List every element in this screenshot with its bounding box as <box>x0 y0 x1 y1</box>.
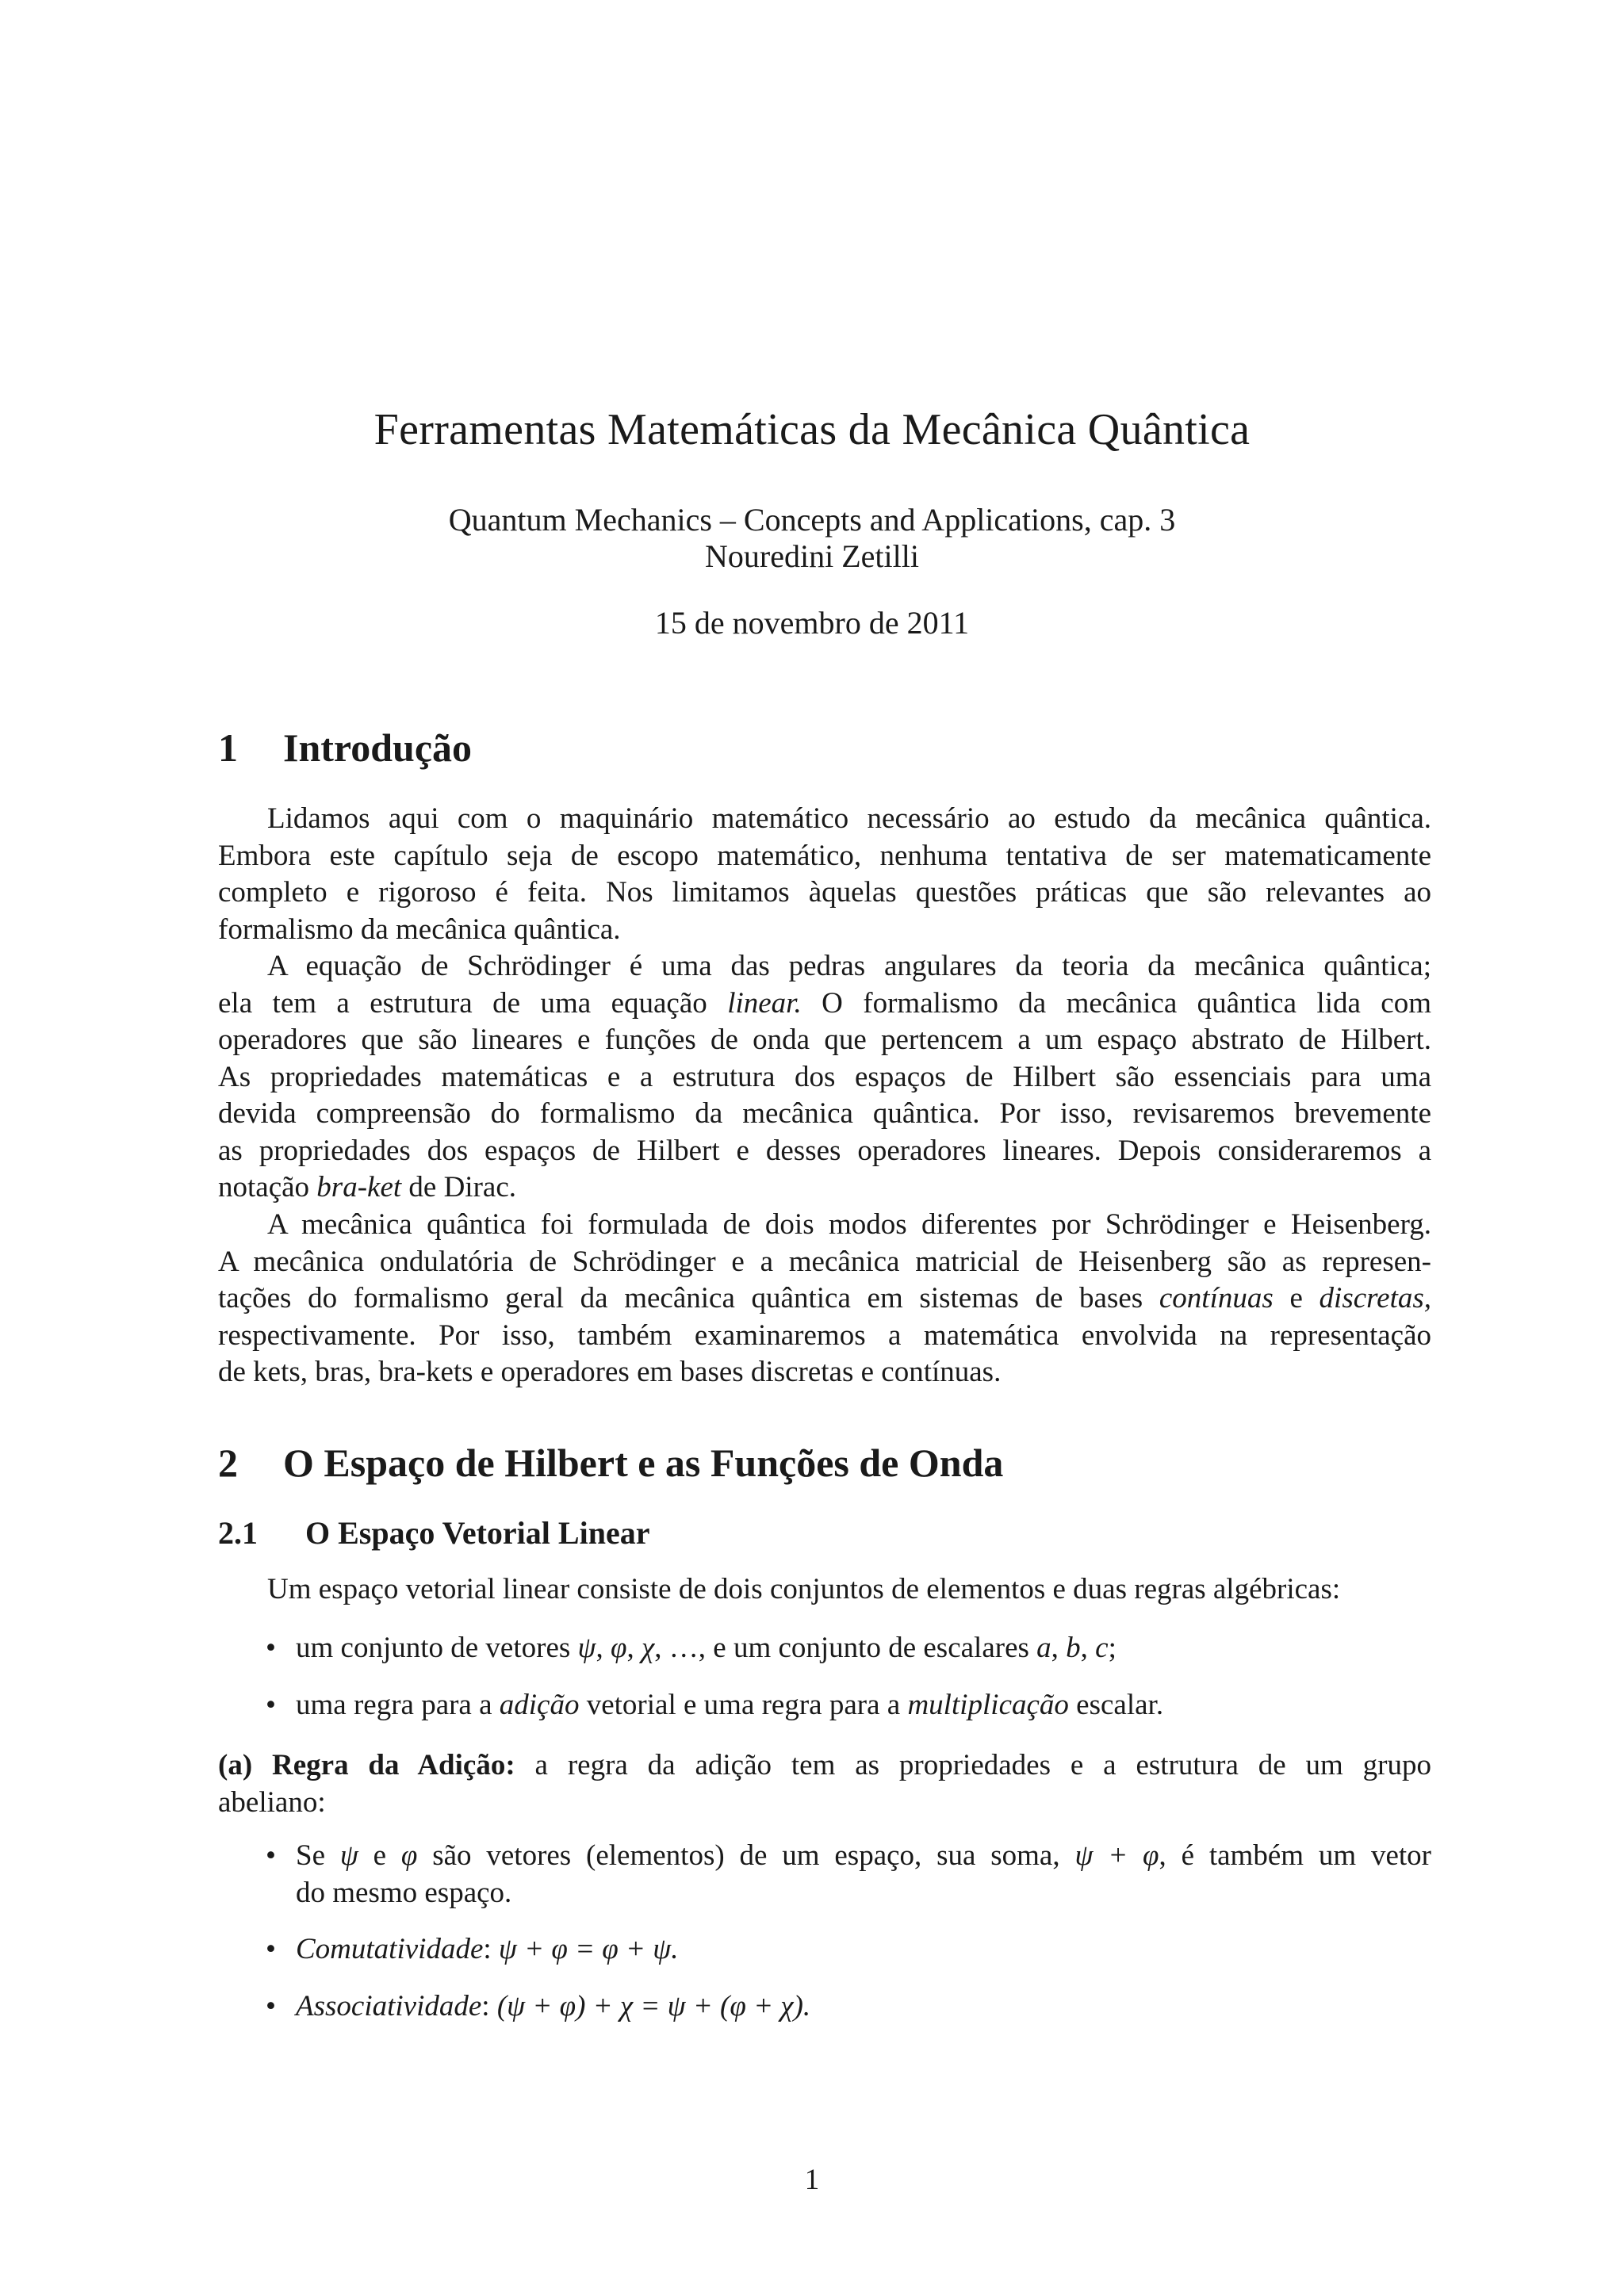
emphasis-bra-ket: bra-ket <box>316 1171 402 1203</box>
section-number: 1 <box>218 725 238 770</box>
emphasis-associatividade: Associatividade <box>296 1990 482 2022</box>
text-segment: ela tem a estrutura de uma equação <box>218 986 707 1020</box>
text-line <box>218 1280 1431 1318</box>
text-segment: O formalismo da mecânica quântica lida com <box>822 986 1432 1020</box>
math-phi: φ <box>1143 1839 1159 1872</box>
math-c: c <box>1095 1632 1109 1664</box>
text-segment: um conjunto de vetores <box>296 1632 571 1664</box>
bullet-dot-icon: • <box>266 1990 276 2022</box>
intro-paragraph-2 <box>218 948 1431 1207</box>
subsection-2-1-heading <box>218 1514 649 1552</box>
emphasis-adicao: adição <box>499 1689 580 1721</box>
text-segment: e <box>373 1839 387 1872</box>
intro-paragraph-3 <box>218 1207 1431 1391</box>
bullet-associativity <box>266 1988 1431 2026</box>
page-number: 1 <box>804 2164 820 2196</box>
text-line: formalismo da mecânica quântica. <box>218 913 621 946</box>
bullet-text <box>296 1838 1431 1911</box>
text-line <box>218 1747 1431 1785</box>
text-line: devida compreensão do formalismo da mecânica quântica. Por isso, revisaremos brevemente <box>218 1097 1431 1130</box>
math-psi: ψ <box>577 1632 596 1664</box>
source-reference: Quantum Mechanics – Concepts and Applications, cap. 3 <box>448 502 1176 538</box>
text-line: Se ψ e φ são vetores (elementos) de um espaço, sua soma, ψ + φ, é também um vetor <box>296 1839 1431 1872</box>
addition-rule-paragraph <box>218 1747 1431 1821</box>
text-segment: de Dirac. <box>408 1171 516 1203</box>
math-phi: φ <box>611 1632 627 1664</box>
text-segment: e um conjunto de escalares <box>713 1632 1029 1664</box>
math-b: b <box>1066 1632 1081 1664</box>
text-line: completo e rigoroso é feita. Nos limitamos àquelas questões práticas que são relevantes ao <box>218 876 1431 909</box>
text-line: Comutatividade: ψ + φ = φ + ψ. <box>296 1933 679 1965</box>
section-2-heading <box>218 1440 1003 1486</box>
text-segment: tações do formalismo geral da mecânica quântica em sistemas de bases <box>218 1282 1143 1314</box>
math-chi: χ <box>642 1632 655 1664</box>
math-a: a <box>1036 1632 1051 1664</box>
text-line: respectivamente. Por isso, também examinaremos a matemática envolvida na representação <box>218 1318 1431 1352</box>
bullet-rules <box>266 1687 1431 1724</box>
text-line: do mesmo espaço. <box>296 1876 512 1909</box>
bullet-closure <box>266 1838 1431 1911</box>
text-line: um conjunto de vetores ψ, φ, χ, …, e um conjunto de escalares a, b, c; <box>296 1632 1116 1664</box>
text-line: A equação de Schrödinger é uma das pedras angulares da teoria da mecânica quântica; <box>267 950 1431 982</box>
bullet-dot-icon: • <box>266 1839 276 1872</box>
text-segment: Se <box>296 1839 325 1872</box>
bullet-dot-icon: • <box>266 1689 276 1721</box>
bullet-commutativity <box>266 1931 1431 1969</box>
section-1-heading <box>218 725 472 771</box>
text-segment: uma regra para a <box>296 1689 492 1721</box>
text-line <box>218 985 1431 1023</box>
emphasis-comutatividade: Comutatividade <box>296 1933 484 1965</box>
rule-a-label: (a) Regra da Adição: <box>218 1749 515 1781</box>
text-segment: é também um vetor <box>1181 1839 1431 1872</box>
document-title: Ferramentas Matemáticas da Mecânica Quântica <box>373 405 1251 454</box>
text-line: Um espaço vetorial linear consiste de dois conjuntos de elementos e duas regras algébricas: <box>267 1573 1341 1605</box>
text-line: abeliano: <box>218 1785 326 1819</box>
section-number: 2 <box>218 1441 238 1485</box>
author-name: Nouredini Zetilli <box>705 538 919 574</box>
vector-space-intro <box>218 1571 1431 1609</box>
bullet-dot-icon: • <box>266 1632 276 1664</box>
text-line: As propriedades matemáticas e a estrutura dos espaços de Hilbert são essenciais para uma <box>218 1060 1431 1093</box>
bullet-vectors-scalars <box>266 1630 1431 1667</box>
math-psi: ψ <box>339 1839 358 1872</box>
bullet-dot-icon: • <box>266 1933 276 1965</box>
text-line: A mecânica quântica foi formulada de dois modos diferentes por Schrödinger e Heisenberg. <box>267 1208 1431 1241</box>
math-psi: ψ <box>1074 1839 1094 1872</box>
text-segment: escalar. <box>1076 1689 1164 1721</box>
subsection-number: 2.1 <box>218 1515 258 1551</box>
intro-paragraph-1 <box>218 801 1431 948</box>
bullet-text <box>296 1931 1431 1969</box>
emphasis-discretas: discretas, <box>1319 1282 1432 1314</box>
math-sum: ψ + φ <box>1074 1839 1159 1872</box>
text-segment: vetorial e uma regra para a <box>586 1689 901 1721</box>
math-associativity: (ψ + φ) + χ = ψ + (φ + χ). <box>496 1990 811 2022</box>
text-line: A mecânica ondulatória de Schrödinger e a mecânica matricial de Heisenberg são as represen- <box>218 1245 1431 1278</box>
math-dots: … <box>668 1632 699 1664</box>
text-segment: e <box>1289 1282 1303 1314</box>
section-title: O Espaço de Hilbert e as Funções de Onda <box>283 1441 1004 1485</box>
section-title: Introdução <box>283 725 473 770</box>
text-segment: são vetores (elementos) de um espaço, sua soma, <box>432 1839 1060 1872</box>
text-line: Lidamos aqui com o maquinário matemático necessário ao estudo da mecânica quântica. <box>267 802 1431 835</box>
text-line <box>296 1687 1431 1724</box>
text-line: operadores que são lineares e funções de onda que pertencem a um espaço abstrato de Hilbert. <box>218 1024 1431 1056</box>
emphasis-continuas: contínuas <box>1159 1282 1274 1314</box>
bullet-text <box>296 1988 1431 2026</box>
bullet-text <box>296 1687 1431 1724</box>
text-segment: a regra da adição tem as propriedades e a estrutura de um grupo <box>534 1749 1432 1781</box>
text-line: de kets, bras, bra-kets e operadores em bases discretas e contínuas. <box>218 1356 1002 1388</box>
text-segment: notação <box>218 1171 310 1203</box>
text-line: Associatividade: (ψ + φ) + χ = ψ + (φ + χ). <box>296 1990 811 2022</box>
math-commutativity: ψ + φ = φ + ψ. <box>498 1933 679 1965</box>
text-line: as propriedades dos espaços de Hilbert e desses operadores lineares. Depois consideraremos a <box>218 1134 1431 1167</box>
emphasis-linear: linear. <box>727 986 802 1020</box>
math-phi: φ <box>400 1839 418 1872</box>
subsection-title: O Espaço Vetorial Linear <box>305 1515 650 1551</box>
text-line <box>218 1169 1431 1207</box>
document-date: 15 de novembro de 2011 <box>654 605 970 641</box>
emphasis-multiplicacao: multiplicação <box>907 1689 1069 1721</box>
bullet-text <box>296 1630 1431 1667</box>
text-line: Embora este capítulo seja de escopo matemático, nenhuma tentativa de ser matematicamente <box>218 839 1431 872</box>
